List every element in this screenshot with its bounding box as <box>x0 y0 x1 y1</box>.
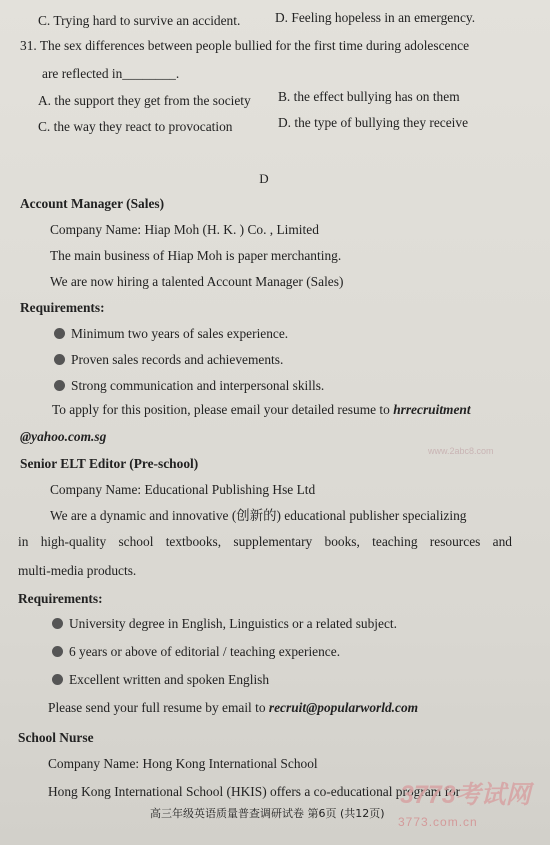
job1-hiring: We are now hiring a talented Account Manager (Sales) <box>50 274 344 289</box>
job1-req-item: Proven sales records and achievements. <box>54 352 283 368</box>
q31-stem-line1: 31. The sex differences between people bullied for the first time during adolescence <box>20 38 470 53</box>
job1-title: Account Manager (Sales) <box>20 196 165 211</box>
job1-req-item: Strong communication and interpersonal skills. <box>54 378 324 394</box>
bullet-icon <box>52 646 63 657</box>
job1-email-part1: hrrecruitment <box>393 402 471 417</box>
job3-title: School Nurse <box>18 730 94 745</box>
job1-apply-text: To apply for this position, please email your detailed resume to <box>52 402 394 417</box>
q31-stem-text: are reflected in <box>42 66 123 81</box>
bullet-icon <box>54 354 65 365</box>
job1-company: Company Name: Hiap Moh (H. K. ) Co. , Limited <box>50 222 319 237</box>
watermark-brand-logo: 3773考试网 <box>400 781 531 809</box>
job2-requirements-heading: Requirements: <box>18 591 103 606</box>
job2-desc-line3: multi-media products. <box>18 563 137 578</box>
q31-option-c: C. the way they react to provocation <box>38 119 233 134</box>
job3-company: Company Name: Hong Kong International School <box>48 756 318 771</box>
job2-desc-line2: in high-quality school textbooks, supplementary books, teaching resources and <box>18 534 512 549</box>
bullet-icon <box>54 380 65 391</box>
job1-apply-line <box>52 402 471 418</box>
section-letter: D <box>259 171 269 186</box>
job2-title: Senior ELT Editor (Pre-school) <box>20 456 199 471</box>
q31-blank: ________. <box>122 66 180 81</box>
bullet-icon <box>54 328 65 339</box>
job1-requirements-heading: Requirements: <box>20 300 105 315</box>
q31-option-a: A. the support they get from the society <box>38 93 251 108</box>
q31-stem-line2 <box>42 66 179 82</box>
job2-req-item: Excellent written and spoken English <box>52 672 269 688</box>
q31-option-d: D. the type of bullying they receive <box>278 115 469 130</box>
page-footer: 高三年级英语质量普查调研试卷 第6页 (共12页) <box>150 807 385 820</box>
watermark-small: www.2abc8.com <box>428 446 494 456</box>
job2-apply-line <box>48 700 418 716</box>
job2-req-item: University degree in English, Linguistics or a related subject. <box>52 616 397 632</box>
q30-option-d: D. Feeling hopeless in an emergency. <box>275 10 476 25</box>
job1-business: The main business of Hiap Moh is paper merchanting. <box>50 248 342 263</box>
watermark-domain: 3773.com.cn <box>398 815 478 829</box>
job1-email-part2: @yahoo.com.sg <box>20 429 107 444</box>
job2-email: recruit@popularworld.com <box>268 700 419 715</box>
job2-req-item: 6 years or above of editorial / teaching experience. <box>52 644 340 660</box>
bullet-icon <box>52 674 63 685</box>
job1-req-item: Minimum two years of sales experience. <box>54 326 288 342</box>
job3-desc-line1: Hong Kong International School (HKIS) offers a co-educational program for <box>48 784 461 799</box>
bullet-icon <box>52 618 63 629</box>
job2-company: Company Name: Educational Publishing Hse Ltd <box>50 482 316 497</box>
q31-option-b: B. the effect bullying has on them <box>278 89 460 104</box>
job2-desc-line1: We are a dynamic and innovative (创新的) educational publisher specializing <box>50 508 467 523</box>
q30-option-c: C. Trying hard to survive an accident. <box>38 13 241 28</box>
job2-apply-text: Please send your full resume by email to <box>48 700 269 715</box>
